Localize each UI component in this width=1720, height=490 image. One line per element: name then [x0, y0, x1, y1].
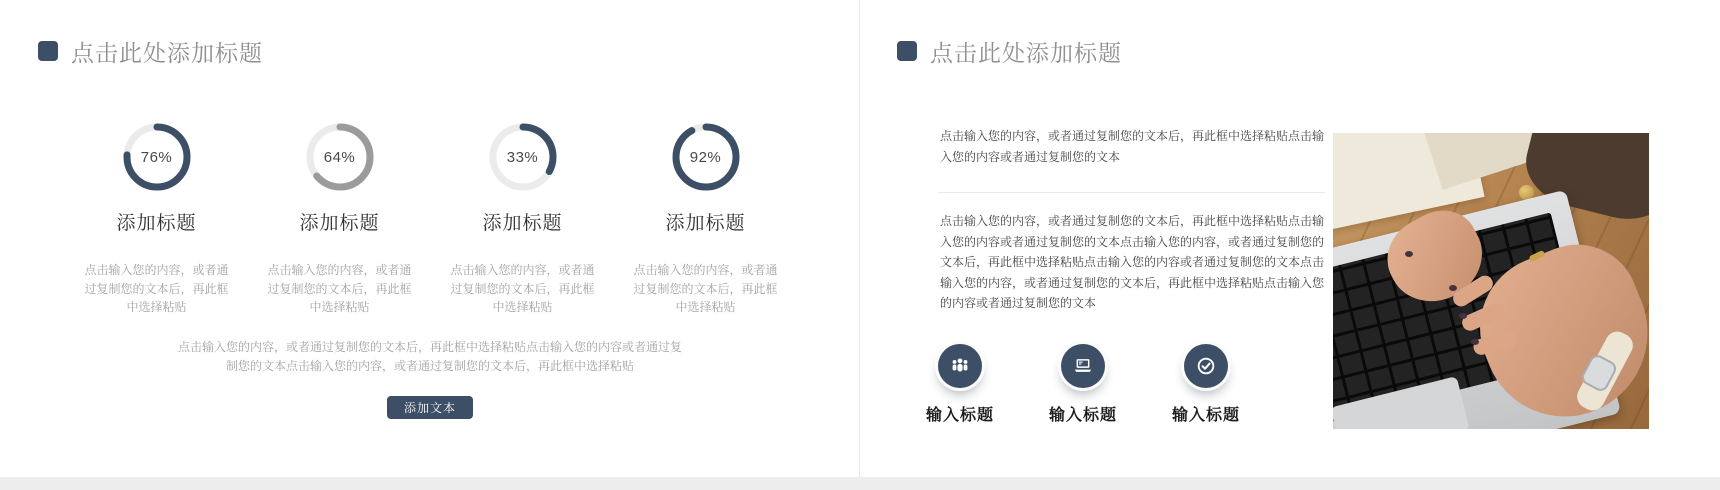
- left-slide-title[interactable]: [38, 37, 263, 65]
- feature-item-laptop[interactable]: [1033, 344, 1133, 425]
- bottom-gray-bar: [0, 477, 1720, 490]
- photo-nail: [1405, 251, 1413, 257]
- left-title-text: 点击此处添加标题: [71, 39, 263, 66]
- donut-percent-value: 33%: [506, 148, 539, 166]
- donut-chart-item[interactable]: [431, 120, 614, 317]
- title-bullet-square: [38, 41, 58, 61]
- feature-label: 输入标题: [925, 407, 994, 424]
- feature-label: 输入标题: [1171, 407, 1240, 424]
- donut-percent-value: 92%: [689, 148, 722, 166]
- right-title-text: 点击此处添加标题: [930, 39, 1122, 66]
- laptop-icon: [1072, 355, 1094, 377]
- photo-hands-typing-on-laptop[interactable]: [1333, 133, 1649, 429]
- title-bullet-square: [897, 41, 917, 61]
- donut-chart-item[interactable]: [614, 120, 797, 317]
- donut-ring-chart: [669, 120, 743, 194]
- donut-description[interactable]: 点击输入您的内容，或者通过复制您的文本后，再此框中选择粘贴: [84, 263, 229, 314]
- feature-item-check[interactable]: [1156, 344, 1256, 425]
- donut-chart-item[interactable]: [248, 120, 431, 317]
- right-slide-title[interactable]: [897, 37, 1122, 65]
- paragraph-divider-line: [938, 192, 1325, 193]
- donut-description[interactable]: 点击输入您的内容，或者通过复制您的文本后，再此框中选择粘贴: [633, 263, 778, 314]
- photo-nail: [1471, 339, 1479, 345]
- donut-chart-item[interactable]: [65, 120, 248, 317]
- feature-icon-circle: [1184, 344, 1228, 388]
- feature-icon-circle: [1061, 344, 1105, 388]
- donut-title[interactable]: 添加标题: [299, 213, 380, 234]
- feature-icon-circle: [938, 344, 982, 388]
- slide-right: [860, 0, 1720, 477]
- feature-label: 输入标题: [1048, 407, 1117, 424]
- photo-nail: [1459, 313, 1467, 319]
- donut-percent-value: 76%: [140, 148, 173, 166]
- donut-percent-value: 64%: [323, 148, 356, 166]
- donut-title[interactable]: 添加标题: [116, 213, 197, 234]
- donut-title[interactable]: 添加标题: [665, 213, 746, 234]
- right-paragraph-1[interactable]: 点击输入您的内容，或者通过复制您的文本后，再此框中选择粘贴点击输入您的内容或者通过复制您的文本: [940, 129, 1325, 164]
- right-paragraph-2[interactable]: 点击输入您的内容，或者通过复制您的文本后，再此框中选择粘贴点击输入您的内容或者通过复制您的文本点击输入您的内容，或者通过复制您的文本后，再此框中选择粘贴点击输入您的内容或者通过复制您的文本点击输入您的内容，或者通过复制您的文本后，再此框中选择粘贴点击输入您的内容或者通过复制您的文本: [940, 214, 1325, 310]
- left-body-paragraph[interactable]: 点击输入您的内容，或者通过复制您的文本后，再此框中选择粘贴点击输入您的内容或者通过复制您的文本点击输入您的内容，或者通过复制您的文本后，再此框中选择粘贴: [177, 340, 682, 373]
- donut-description[interactable]: 点击输入您的内容，或者通过复制您的文本后，再此框中选择粘贴: [450, 263, 595, 314]
- photo-nail: [1449, 285, 1457, 291]
- slide-left: [0, 0, 860, 477]
- team-icon: [949, 355, 971, 377]
- feature-item-team[interactable]: [910, 344, 1010, 425]
- donut-ring-chart: [303, 120, 377, 194]
- donut-ring-chart: [486, 120, 560, 194]
- donut-ring-chart: [120, 120, 194, 194]
- donut-title[interactable]: 添加标题: [482, 213, 563, 234]
- donut-chart-row: [65, 120, 797, 317]
- add-text-button[interactable]: 添加文本: [387, 396, 473, 419]
- donut-description[interactable]: 点击输入您的内容，或者通过复制您的文本后，再此框中选择粘贴: [267, 263, 412, 314]
- check-icon: [1195, 355, 1217, 377]
